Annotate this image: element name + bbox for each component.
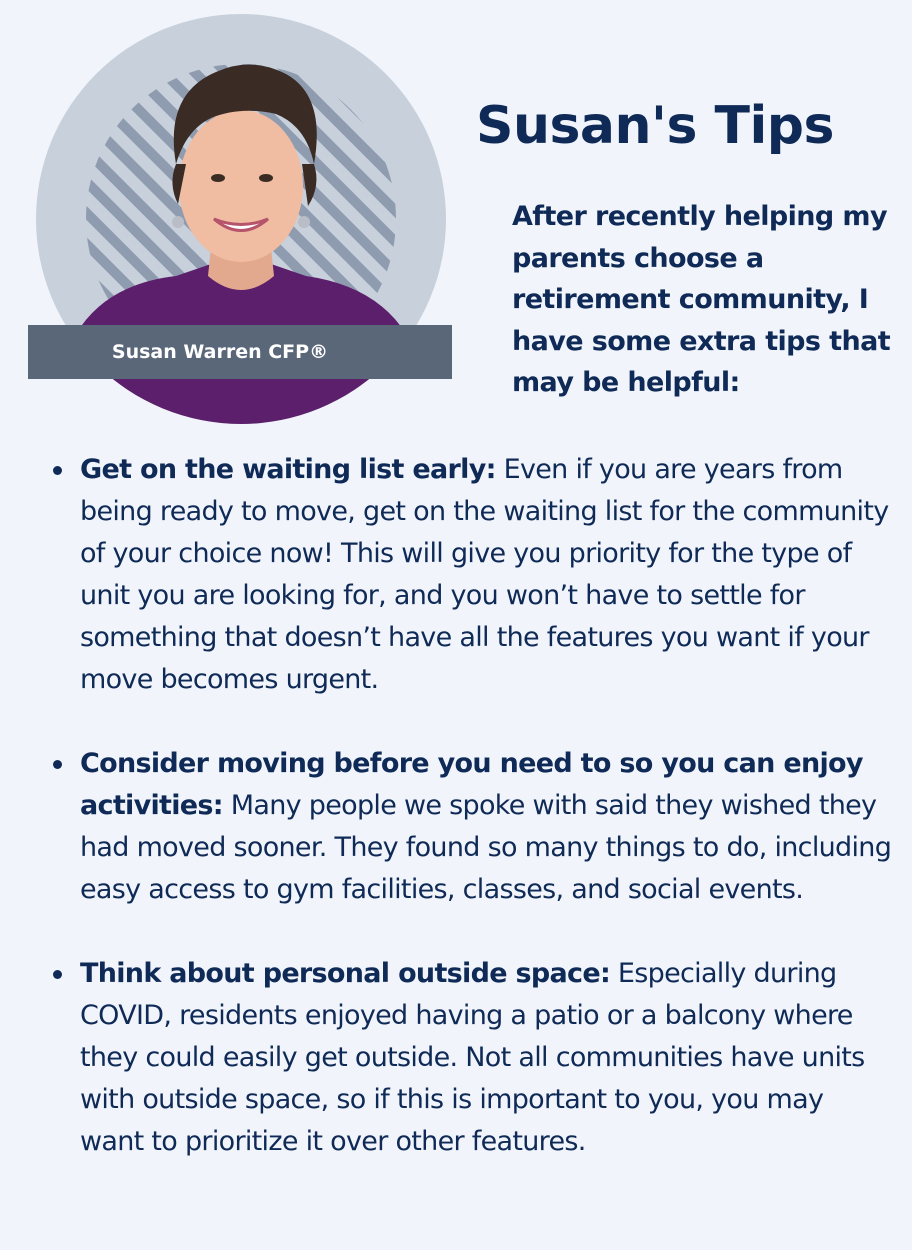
bullet-icon	[53, 970, 62, 979]
tip-title: Think about personal outside space:	[80, 958, 611, 989]
tip-title: Consider moving before you need to so you can enjoy activities:	[80, 748, 863, 821]
tips-list	[0, 449, 912, 1205]
face	[179, 110, 303, 262]
tip-item	[0, 743, 912, 911]
tip-item	[0, 953, 912, 1163]
tip-item	[0, 449, 912, 701]
page-title: Susan's Tips	[476, 96, 834, 156]
tip-title: Get on the waiting list early:	[80, 454, 496, 485]
tip-body: Even if you are years from being ready to move, get on the waiting list for the community of your choice now! This will give you priority for the type of unit you are looking for, and you won’t have to settle for something that doesn’t have all the features you want if your move becomes urgent.	[80, 454, 889, 695]
bullet-icon	[53, 760, 62, 769]
bullet-icon	[53, 466, 62, 475]
portrait-section	[0, 0, 470, 430]
name-banner	[28, 325, 452, 379]
portrait-name: Susan Warren CFP®	[111, 341, 329, 363]
tip-body: Many people we spoke with said they wished they had moved sooner. They found so many things to do, including easy access to gym facilities, classes, and social events.	[80, 790, 892, 905]
intro-text: After recently helping my parents choose a retirement community, I have some extra tips that may be helpful:	[512, 201, 891, 398]
tip-body: Especially during COVID, residents enjoyed having a patio or a balcony where they could easily get outside. Not all communities have units with outside space, so if this is important to you, you may want to prioritize it over other features.	[80, 958, 865, 1157]
